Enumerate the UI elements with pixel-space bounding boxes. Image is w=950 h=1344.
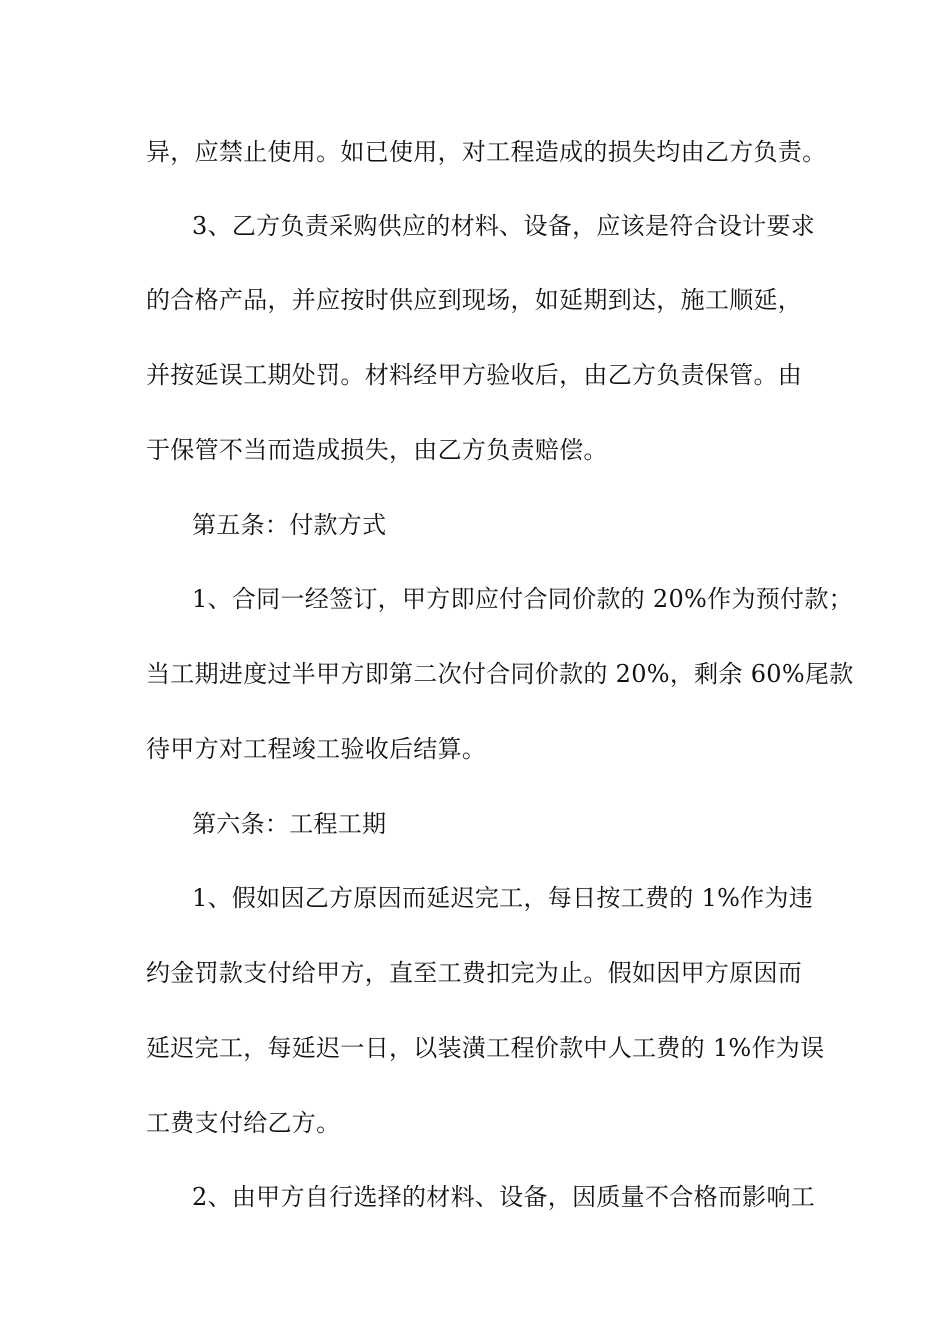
- text-line: 1、假如因乙方原因而延迟完工，每日按工费的 1%作为违: [192, 884, 814, 912]
- text-line: 于保管不当而造成损失，由乙方负责赔偿。: [146, 436, 608, 464]
- text-line: 3、乙方负责采购供应的材料、设备，应该是符合设计要求: [192, 212, 816, 240]
- section-heading: 第六条：工程工期: [192, 810, 387, 838]
- text-line: 工费支付给乙方。: [146, 1109, 341, 1137]
- text-line: 约金罚款支付给甲方，直至工费扣完为止。假如因甲方原因而: [146, 959, 803, 987]
- text-line: 1、合同一经签订，甲方即应付合同价款的 20%作为预付款；: [192, 585, 853, 613]
- text-line: 的合格产品，并应按时供应到现场，如延期到达，施工顺延，: [146, 286, 803, 314]
- text-line: 待甲方对工程竣工验收后结算。: [146, 735, 487, 763]
- text-line: 2、由甲方自行选择的材料、设备，因质量不合格而影响工: [192, 1183, 816, 1211]
- section-heading: 第五条：付款方式: [192, 511, 387, 539]
- text-line: 异，应禁止使用。如已使用，对工程造成的损失均由乙方负责。: [146, 138, 827, 166]
- text-line: 并按延误工期处罚。材料经甲方验收后，由乙方负责保管。由: [146, 361, 803, 389]
- text-line: 当工期进度过半甲方即第二次付合同价款的 20%，剩余 60%尾款: [146, 660, 854, 688]
- text-line: 延迟完工，每延迟一日，以装潢工程价款中人工费的 1%作为误: [146, 1034, 825, 1062]
